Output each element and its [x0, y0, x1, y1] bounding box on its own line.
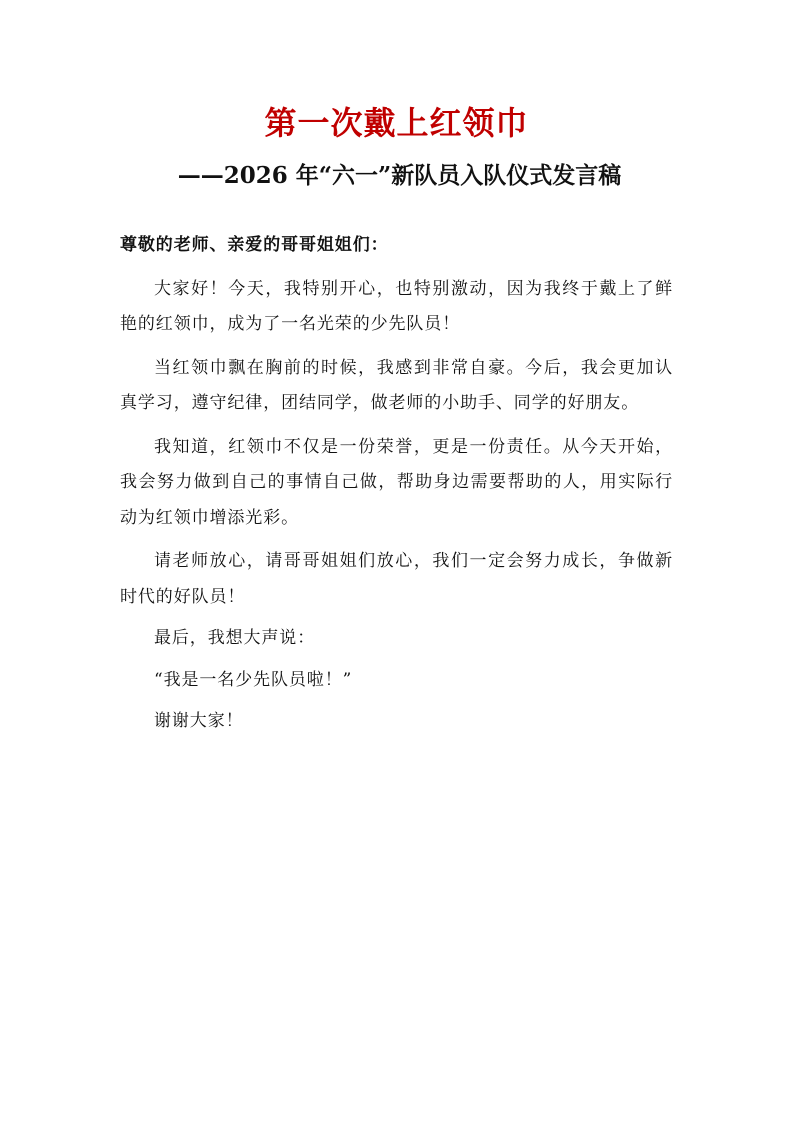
paragraph-3: 我知道，红领巾不仅是一份荣誉，更是一份责任。从今天开始，我会努力做到自己的事情自己做，帮助身边需要帮助的人，用实际行动为红领巾增添光彩。 [120, 436, 673, 528]
document-subtitle: ——2026 年“六一”新队员入队仪式发言稿 [177, 162, 622, 189]
document-body [120, 228, 673, 740]
paragraph-4: 请老师放心，请哥哥姐姐们放心，我们一定会努力成长，争做新时代的好队员！ [120, 551, 673, 607]
paragraph-2: 当红领巾飘在胸前的时候，我感到非常自豪。今后，我会更加认真学习，遵守纪律，团结同学，做老师的小助手、同学的好朋友。 [120, 357, 673, 413]
paragraph-5: 最后，我想大声说： [154, 628, 316, 648]
paragraph-7: 谢谢大家！ [154, 711, 244, 731]
paragraph-1: 大家好！今天，我特别开心，也特别激动，因为我终于戴上了鲜艳的红领巾，成为了一名光荣的少先队员！ [120, 278, 673, 334]
paragraph-6: “我是一名少先队员啦！” [154, 669, 353, 690]
document-title: 第一次戴上红领巾 [264, 104, 529, 142]
greeting: 尊敬的老师、亲爱的哥哥姐姐们： [120, 235, 389, 255]
